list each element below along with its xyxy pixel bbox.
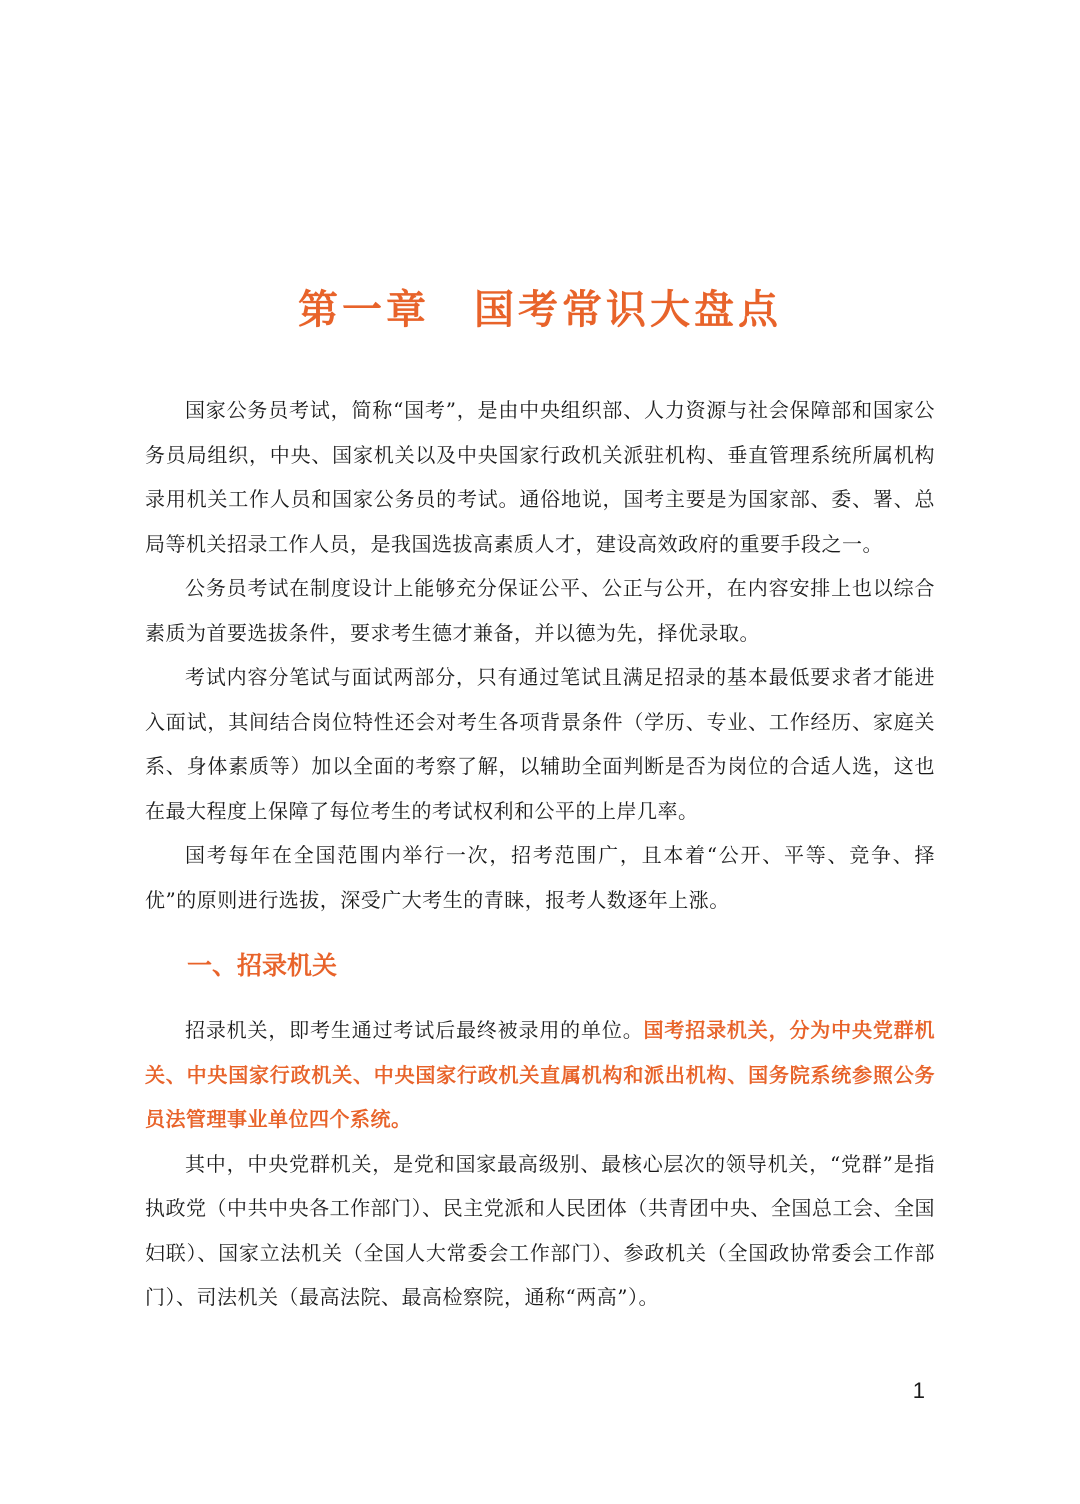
section-paragraph-1	[145, 1008, 935, 1142]
intro-paragraph-2: 公务员考试在制度设计上能够充分保证公平、公正与公开，在内容安排上也以综合素质为首要选拔条件，要求考生德才兼备，并以德为先，择优录取。	[145, 576, 935, 645]
intro-paragraph-3: 考试内容分笔试与面试两部分，只有通过笔试且满足招录的基本最低要求者才能进入面试，其间结合岗位特性还会对考生各项背景条件（学历、专业、工作经历、家庭关系、身体素质等）加以全面的考察了解，以辅助全面判断是否为岗位的合适人选，这也在最大程度上保障了每位考生的考试权利和公平的上岸几率。	[145, 665, 935, 823]
highlighted-text: 国考招录机关，分为中央党群机关、中央国家行政机关、中央国家行政机关直属机构和派出机构、国务院系统参照公务员法管理事业单位四个系统。	[145, 1018, 936, 1131]
section-paragraph-2: 其中，中央党群机关，是党和国家最高级别、最核心层次的领导机关，“党群”是指执政党（中共中央各工作部门）、民主党派和人民团体（共青团中央、全国总工会、全国妇联）、国家立法机关（全国人大常委会工作部门）、参政机关（全国政协常委会工作部门）、司法机关（最高法院、最高检察院，通称“两高”）。	[145, 1151, 935, 1309]
section-paragraph-lead: 招录机关，即考生通过考试后最终被录用的单位。	[185, 1018, 644, 1042]
chapter-title: 第一章 国考常识大盘点	[298, 287, 782, 333]
intro-paragraph-4: 国考每年在全国范围内举行一次，招考范围广，且本着“公开、平等、竞争、择优”的原则进行选拔，深受广大考生的青睐，报考人数逐年上涨。	[145, 843, 935, 912]
page-number: 1	[912, 1378, 925, 1403]
intro-paragraph-1: 国家公务员考试，简称“国考”，是由中央组织部、人力资源与社会保障部和国家公务员局组织，中央、国家机关以及中央国家行政机关派驻机构、垂直管理系统所属机构录用机关工作人员和国家公务员的考试。通俗地说，国考主要是为国家部、委、署、总局等机关招录工作人员，是我国选拔高素质人才，建设高效政府的重要手段之一。	[145, 398, 935, 556]
page-content	[145, 388, 935, 1320]
section-heading: 一、招录机关	[187, 951, 338, 980]
